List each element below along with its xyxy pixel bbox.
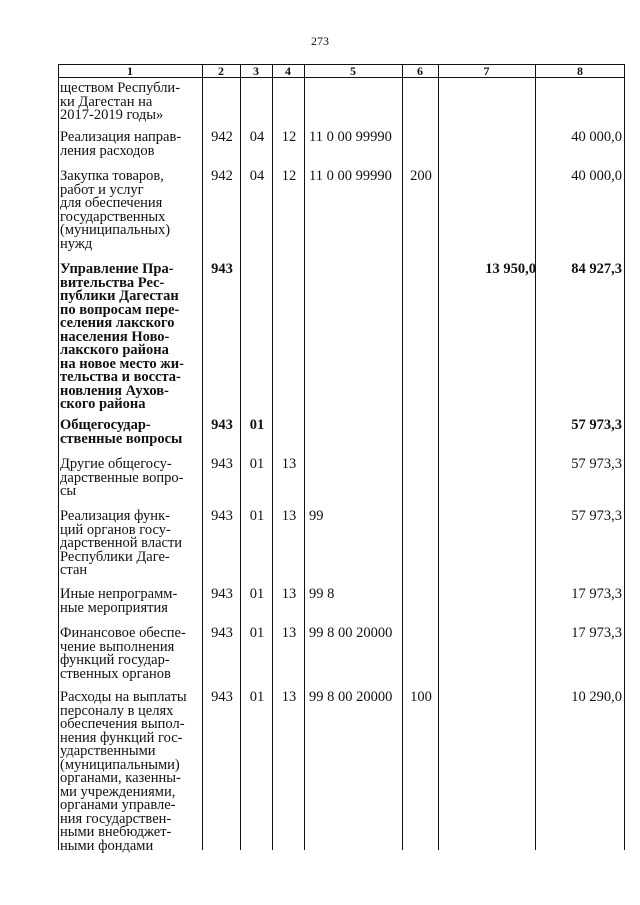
row-cell-c3: 01 [249, 417, 265, 433]
row-cell-c2: 943 [211, 586, 233, 602]
row-cell-c8: 40 000,0 [571, 129, 622, 145]
row-cell-c5: 11 0 00 99990 [309, 129, 392, 145]
column-border [202, 64, 203, 850]
row-cell-c8: 17 973,3 [571, 625, 622, 641]
row-cell-c1: Реализация направ- ления расходов [60, 129, 182, 159]
row-cell-c2: 942 [211, 129, 233, 145]
row-cell-c2: 943 [211, 689, 233, 705]
row-cell-c3: 01 [249, 456, 265, 472]
row-cell-c3: 04 [249, 129, 265, 145]
row-cell-c8: 57 973,3 [571, 508, 622, 524]
row-cell-c6: 100 [410, 689, 432, 705]
row-cell-c2: 943 [211, 625, 233, 641]
column-border [624, 64, 625, 850]
row-cell-c4: 13 [281, 689, 297, 705]
row-cell-c2: 943 [211, 508, 233, 524]
header-col-2: 2 [218, 64, 224, 78]
row-cell-c8: 10 290,0 [571, 689, 622, 705]
row-cell-c1: Иные непрограмм- ные мероприятия [60, 586, 178, 616]
row-cell-c1: Реализация функ- ций органов госу- дарственной власти Республики Даге- стан [60, 508, 183, 578]
row-cell-c1: ществом Республи- ки Дагестан на 2017-2019 годы» [60, 80, 181, 123]
row-cell-c8: 40 000,0 [571, 168, 622, 184]
page-number: 273 [311, 34, 329, 48]
row-cell-c8: 17 973,3 [571, 586, 622, 602]
row-cell-c3: 04 [249, 168, 265, 184]
row-cell-c1: Общегосудар- ственные вопросы [60, 417, 183, 447]
row-cell-c5: 99 8 00 20000 [309, 689, 393, 705]
row-cell-c3: 01 [249, 586, 265, 602]
row-cell-c1: Расходы на выплаты персоналу в целях обеспечения выпол- нения функций гос- ударственными (муниципальными) органами, казенны- ми учреждениями, органами управле- ния государствен- ными внебюджет- ными фондами [60, 689, 187, 854]
row-cell-c3: 01 [249, 689, 265, 705]
column-border [304, 64, 305, 850]
header-col-1: 1 [127, 64, 133, 78]
row-cell-c3: 01 [249, 625, 265, 641]
header-col-8: 8 [577, 64, 583, 78]
row-cell-c4: 13 [281, 625, 297, 641]
row-cell-c5: 99 8 [309, 586, 335, 602]
row-cell-c4: 13 [281, 586, 297, 602]
row-cell-c6: 200 [410, 168, 432, 184]
row-cell-c1: Управление Пра- вительства Рес- публики Дагестан по вопросам пере- селения лакского населения Ново- лакского района на новое место жи- тельства и восста- новления Аухов- ского района [60, 261, 184, 412]
column-border [438, 64, 439, 850]
row-cell-c2: 943 [211, 417, 233, 433]
row-cell-c1: Закупка товаров, работ и услуг для обеспечения государственных (муниципальных) нужд [60, 168, 171, 252]
table-header [58, 64, 625, 78]
row-cell-c5: 11 0 00 99990 [309, 168, 392, 184]
row-cell-c2: 942 [211, 168, 233, 184]
column-border [240, 64, 241, 850]
row-cell-c1: Финансовое обеспе- чение выполнения функций государ- ственных органов [60, 625, 186, 682]
row-cell-c4: 13 [281, 456, 297, 472]
row-cell-c2: 943 [211, 261, 233, 277]
budget-table [58, 64, 625, 854]
header-col-3: 3 [253, 64, 259, 78]
column-border [272, 64, 273, 850]
row-cell-c5: 99 [309, 508, 324, 524]
header-col-6: 6 [417, 64, 423, 78]
row-cell-c4: 13 [281, 508, 297, 524]
column-border [535, 64, 536, 850]
row-cell-c4: 12 [281, 168, 297, 184]
header-col-4: 4 [285, 64, 291, 78]
row-cell-c7: 13 950,0 [485, 261, 536, 277]
row-cell-c4: 12 [281, 129, 297, 145]
row-cell-c1: Другие общегосу- дарственные вопро- сы [60, 456, 184, 499]
header-col-7: 7 [483, 64, 490, 78]
row-cell-c8: 57 973,3 [571, 417, 622, 433]
row-cell-c5: 99 8 00 20000 [309, 625, 393, 641]
column-border [58, 64, 59, 850]
row-cell-c8: 84 927,3 [571, 261, 622, 277]
row-cell-c2: 943 [211, 456, 233, 472]
header-col-5: 5 [350, 64, 356, 78]
row-cell-c8: 57 973,3 [571, 456, 622, 472]
row-cell-c3: 01 [249, 508, 265, 524]
